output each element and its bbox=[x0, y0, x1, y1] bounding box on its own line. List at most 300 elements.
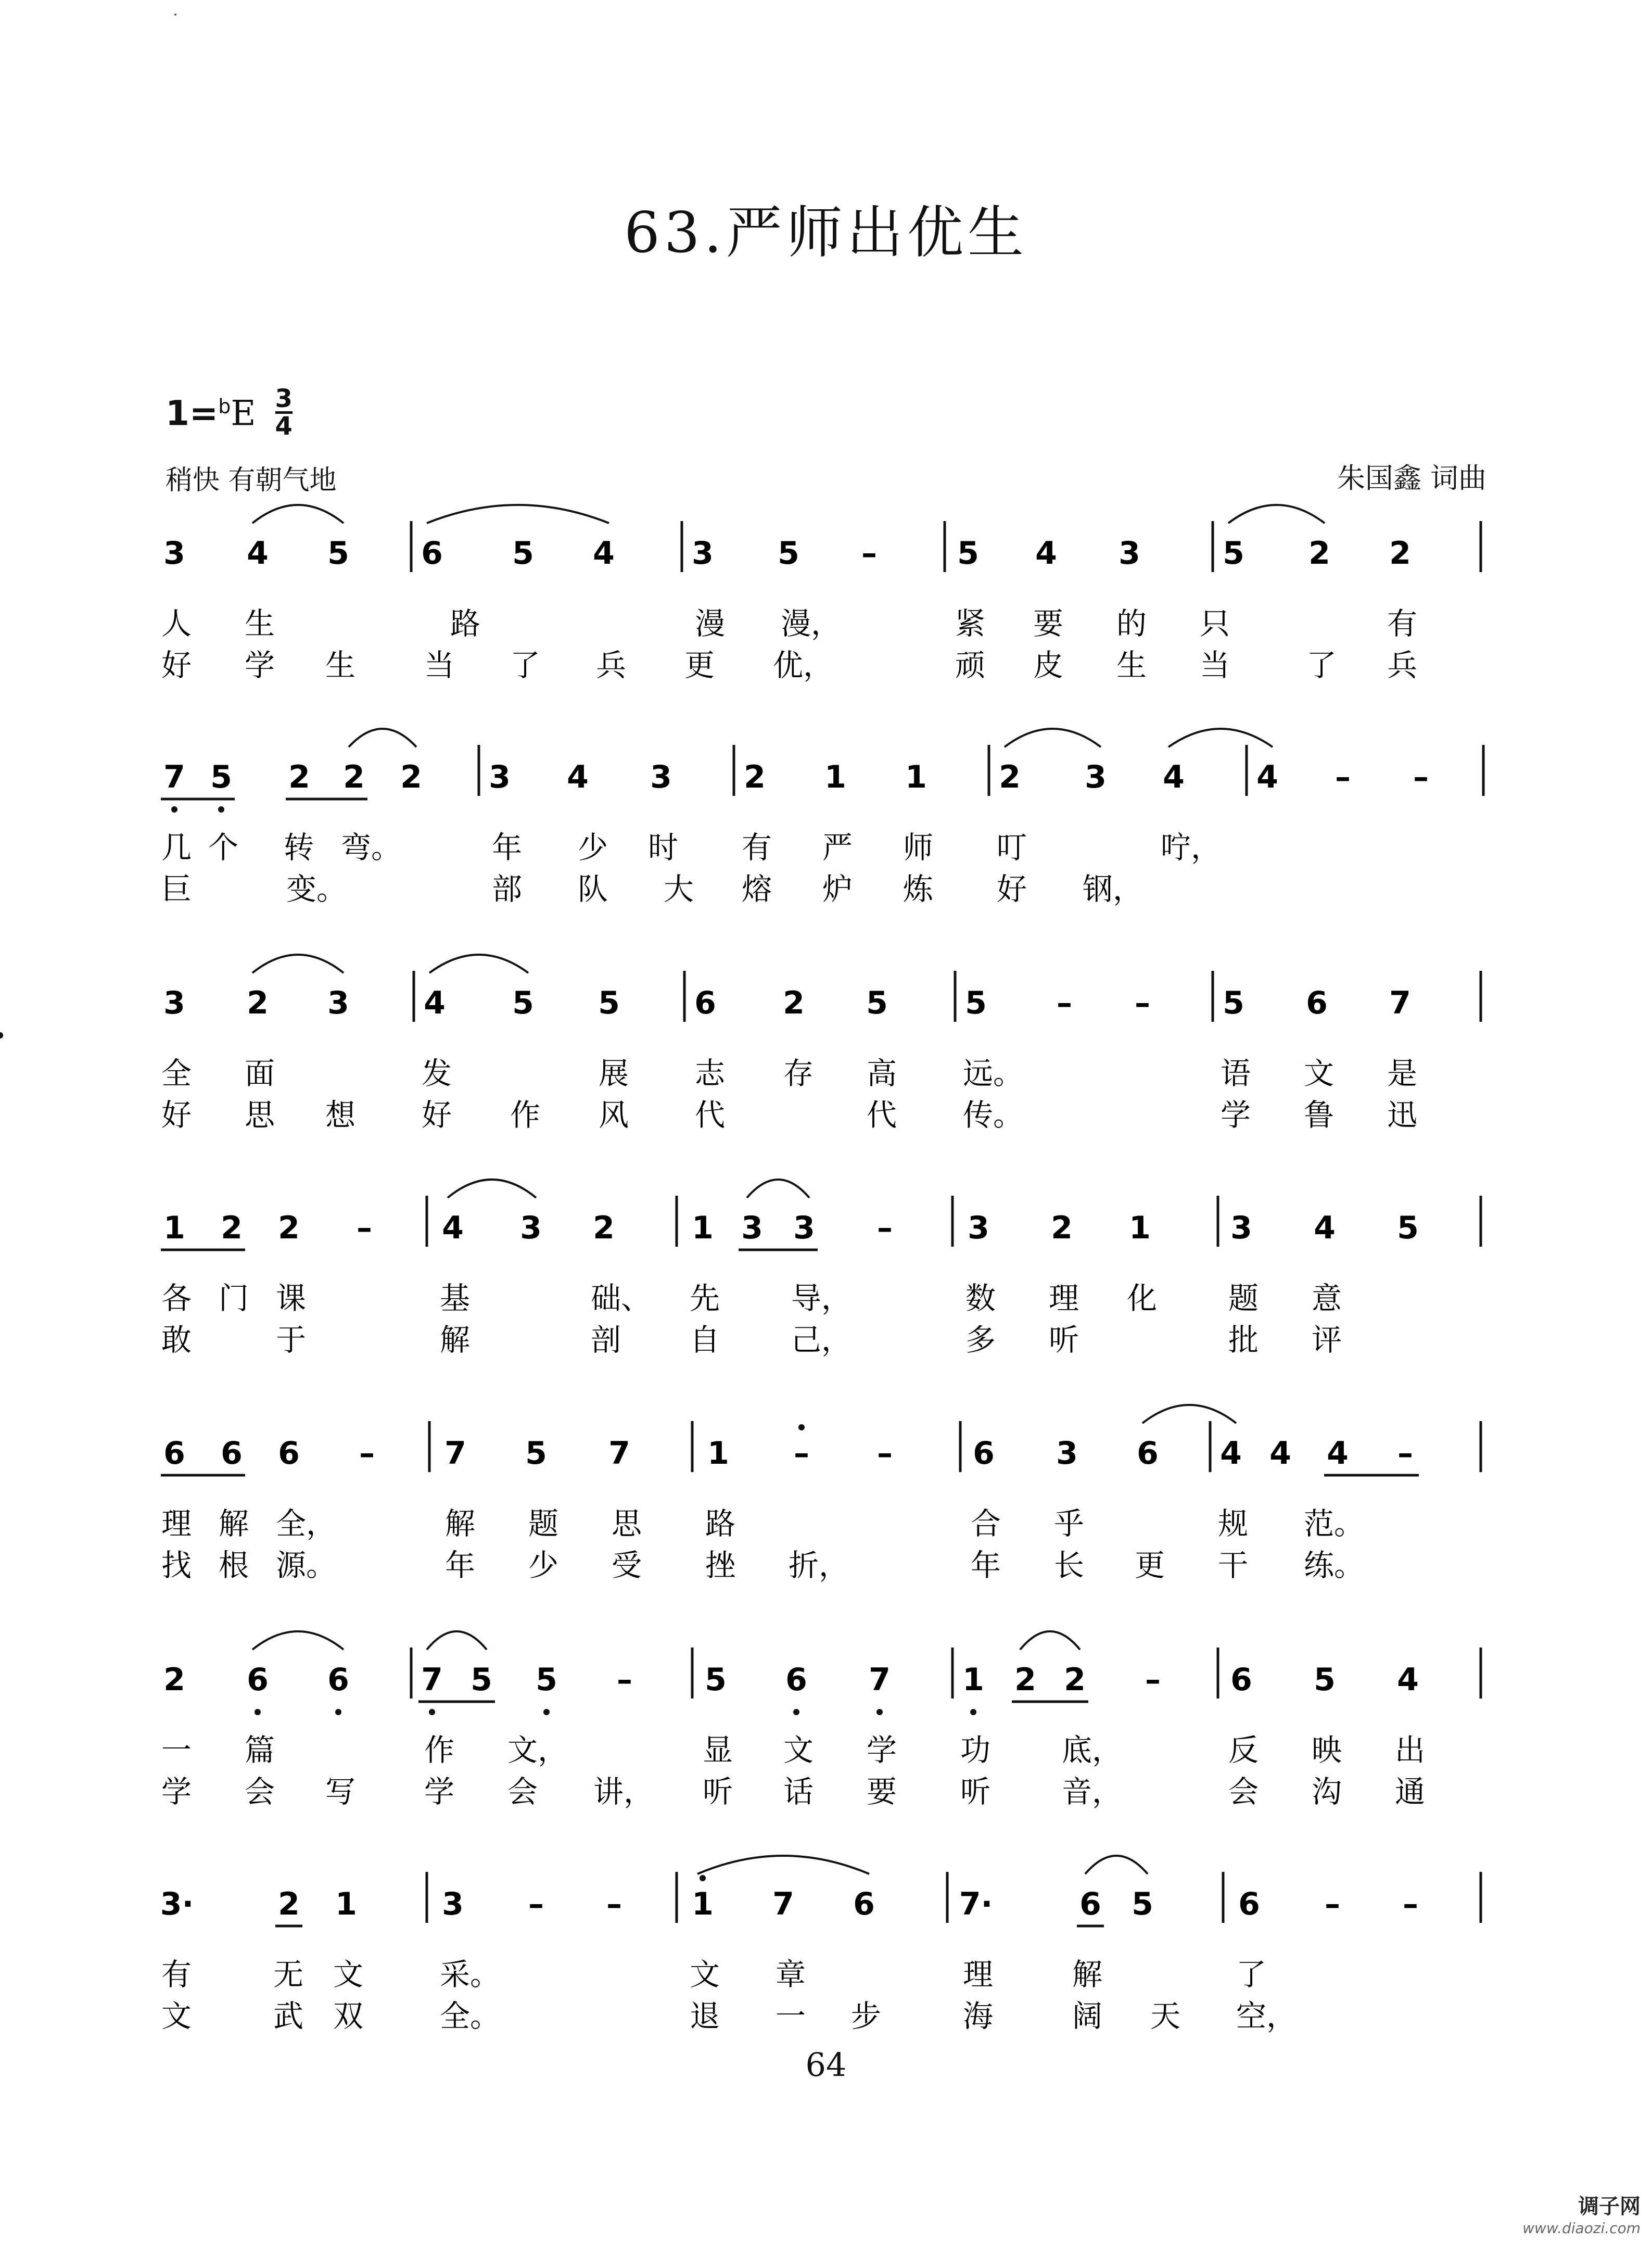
lyric-verse2: 学 bbox=[245, 648, 275, 683]
note-dash: – bbox=[1335, 759, 1351, 795]
lyric-verse2: 会 bbox=[507, 1774, 538, 1809]
slur bbox=[429, 955, 528, 973]
lyric-verse1: 作 bbox=[424, 1732, 455, 1768]
note-digit: 3 bbox=[1230, 1210, 1252, 1246]
lyric-verse2: 评 bbox=[1312, 1322, 1342, 1358]
note-dash: – bbox=[877, 1435, 893, 1472]
page-number: 64 bbox=[805, 2046, 847, 2084]
note-digit: 3 bbox=[741, 1210, 763, 1246]
note-digit: 5 bbox=[525, 1435, 547, 1472]
lyric-verse1: 规 bbox=[1218, 1506, 1249, 1541]
lyric-verse2: 部 bbox=[492, 871, 523, 907]
watermark-url: www.diaozi.com bbox=[1522, 2220, 1641, 2237]
note-digit: 5 bbox=[1223, 985, 1244, 1021]
lyric-verse1: 文 bbox=[690, 1957, 720, 1992]
lyric-verse2: 批 bbox=[1228, 1322, 1259, 1358]
watermark-name: 调子网 bbox=[1578, 2195, 1641, 2219]
note-digit: 3 bbox=[1085, 759, 1107, 795]
lyric-verse1: 只 bbox=[1200, 606, 1230, 641]
note-dash: – bbox=[1135, 985, 1150, 1021]
note-digit: 5 bbox=[866, 985, 888, 1021]
octave-dot-below bbox=[171, 806, 177, 813]
lyric-verse1: 学 bbox=[867, 1732, 897, 1768]
watermark bbox=[1518, 2188, 1645, 2239]
lyric-verse2: 思 bbox=[245, 1097, 275, 1133]
note-digit: 2 bbox=[783, 985, 805, 1021]
lyric-verse2: 阔 bbox=[1072, 1998, 1103, 2034]
lyric-verse1: 发 bbox=[422, 1056, 452, 1091]
lyric-verse1: 少 bbox=[578, 830, 608, 865]
lyric-verse1: 严 bbox=[822, 830, 853, 865]
note-digit: 5 bbox=[598, 985, 620, 1021]
lyric-verse2: 写 bbox=[325, 1774, 356, 1809]
lyric-verse1: 础、 bbox=[591, 1281, 652, 1316]
slur bbox=[1228, 505, 1325, 523]
lyric-verse1: 题 bbox=[528, 1506, 559, 1541]
lyric-verse2: 音， bbox=[1062, 1774, 1123, 1809]
note-digit: 4 bbox=[1397, 1662, 1419, 1698]
lyric-verse2: 一 bbox=[776, 1998, 806, 2034]
note-digit: 5 bbox=[512, 985, 534, 1021]
lyric-verse1: 时 bbox=[648, 830, 679, 865]
note-digit: 2 bbox=[1389, 535, 1411, 572]
lyric-verse2: 源。 bbox=[276, 1548, 337, 1583]
note-digit: 3 bbox=[163, 535, 185, 572]
lyric-verse2: 熔 bbox=[742, 871, 772, 907]
lyric-verse2: 年 bbox=[971, 1548, 1001, 1583]
slur bbox=[448, 1180, 536, 1198]
note-digit: 6 bbox=[694, 985, 716, 1021]
note-digit: 6 bbox=[1238, 1886, 1260, 1922]
lyric-verse1: 无 bbox=[273, 1957, 304, 1992]
note-digit: 7 bbox=[1389, 985, 1411, 1021]
lyric-verse2: 好 bbox=[161, 648, 192, 683]
lyric-verse2: 话 bbox=[783, 1774, 814, 1809]
note-digit: 6 bbox=[163, 1435, 185, 1472]
note-digit: 5 bbox=[965, 985, 987, 1021]
lyric-verse2: 钢， bbox=[1083, 871, 1143, 907]
lyric-verse1: 课 bbox=[276, 1281, 307, 1316]
note-digit: 4 bbox=[424, 985, 446, 1021]
lyric-verse2: 优， bbox=[773, 648, 834, 683]
lyric-verse1: 先 bbox=[690, 1281, 720, 1316]
lyric-verse2: 空， bbox=[1236, 1998, 1297, 2034]
note-dash: – bbox=[617, 1662, 632, 1698]
lyric-verse2: 当 bbox=[1200, 648, 1230, 683]
note-digit: 2 bbox=[221, 1210, 243, 1246]
lyric-verse2: 敢 bbox=[161, 1322, 192, 1358]
lyric-verse1: 漫， bbox=[781, 606, 842, 641]
note-dash: – bbox=[357, 1210, 372, 1246]
note-digit: 4 bbox=[1256, 759, 1278, 795]
lyric-verse2: 双 bbox=[333, 1998, 364, 2034]
note-digit: 1 bbox=[905, 759, 927, 795]
note-digit: 6 bbox=[327, 1662, 349, 1698]
lyric-verse1: 弯。 bbox=[341, 830, 402, 865]
note-digit: 2 bbox=[744, 759, 766, 795]
note-dash: – bbox=[359, 1435, 375, 1472]
lyric-verse2: 少 bbox=[528, 1548, 559, 1583]
lyric-verse2: 讲， bbox=[593, 1774, 654, 1809]
lyric-verse2: 更 bbox=[1135, 1548, 1165, 1583]
lyric-verse1: 存 bbox=[783, 1056, 814, 1091]
note-digit: 5 bbox=[536, 1662, 557, 1698]
note-digit: 3 bbox=[442, 1886, 464, 1922]
lyric-verse2: 于 bbox=[276, 1322, 307, 1358]
lyric-verse2: 更 bbox=[684, 648, 715, 683]
note-digit: 1 bbox=[335, 1886, 357, 1922]
lyric-verse1: 采。 bbox=[440, 1957, 501, 1992]
note-digit: 3 bbox=[489, 759, 511, 795]
lyric-verse2: 好 bbox=[422, 1097, 452, 1133]
lyric-verse1: 解 bbox=[445, 1506, 476, 1541]
note-dash: – bbox=[606, 1886, 622, 1922]
lyric-verse1: 解 bbox=[1072, 1957, 1103, 1992]
lyric-verse1: 文 bbox=[333, 1957, 364, 1992]
note-digit: 5 bbox=[957, 535, 979, 572]
lyric-verse1: 有 bbox=[1387, 606, 1418, 641]
lyric-verse2: 要 bbox=[867, 1774, 897, 1809]
note-digit: 5 bbox=[1314, 1662, 1336, 1698]
note-dash: – bbox=[794, 1435, 809, 1472]
note-digit: 6 bbox=[1079, 1886, 1101, 1922]
slur bbox=[697, 1856, 869, 1874]
note-digit: 6 bbox=[278, 1435, 300, 1472]
note-digit: 2 bbox=[278, 1886, 300, 1922]
lyric-verse2: 沟 bbox=[1312, 1774, 1342, 1809]
note-digit: 3 bbox=[1056, 1435, 1078, 1472]
note-digit: 7 bbox=[444, 1435, 466, 1472]
note-digit: 5 bbox=[471, 1662, 492, 1698]
lyric-verse1: 有 bbox=[161, 1957, 192, 1992]
lyric-verse2: 了 bbox=[510, 648, 541, 683]
lyric-verse1: 导， bbox=[791, 1281, 852, 1316]
note-digit: 5 bbox=[327, 535, 349, 572]
lyric-verse1: 志 bbox=[695, 1056, 726, 1091]
lyric-verse2: 步 bbox=[851, 1998, 882, 2034]
lyric-verse2: 想 bbox=[325, 1097, 356, 1133]
lyric-verse1: 各 bbox=[161, 1281, 192, 1316]
octave-dot-below bbox=[255, 1709, 261, 1715]
lyric-verse1: 理 bbox=[1049, 1281, 1079, 1316]
lyric-verse1: 出 bbox=[1395, 1732, 1426, 1768]
lyric-verse2: 听 bbox=[960, 1774, 991, 1809]
note-digit: 5 bbox=[778, 535, 799, 572]
lyric-verse2: 解 bbox=[440, 1322, 471, 1358]
lyric-verse2: 传。 bbox=[963, 1097, 1024, 1133]
lyric-verse2: 作 bbox=[510, 1097, 541, 1133]
lyric-verse2: 迅 bbox=[1387, 1097, 1418, 1133]
octave-dot-above bbox=[798, 1424, 805, 1430]
lyric-verse2: 顽 bbox=[955, 648, 986, 683]
note-dash: – bbox=[1145, 1662, 1161, 1698]
note-digit: 1 bbox=[707, 1435, 729, 1472]
slur bbox=[427, 505, 609, 523]
slur bbox=[349, 729, 416, 747]
lyric-verse2: 年 bbox=[445, 1548, 476, 1583]
note-digit: 4 bbox=[442, 1210, 464, 1246]
note-digit: 1 bbox=[1129, 1210, 1151, 1246]
note-digit: 4 bbox=[1163, 759, 1185, 795]
lyric-verse1: 转 bbox=[284, 830, 314, 865]
note-digit: 6 bbox=[421, 535, 443, 572]
slur bbox=[1085, 1856, 1148, 1874]
lyric-verse1: 路 bbox=[450, 606, 481, 641]
lyric-verse2: 队 bbox=[578, 871, 608, 907]
time-bottom: 4 bbox=[275, 412, 293, 441]
note-digit: 4 bbox=[1327, 1435, 1349, 1472]
lyric-verse2: 大 bbox=[664, 871, 694, 907]
octave-dot-below bbox=[793, 1709, 799, 1715]
slur bbox=[1168, 729, 1273, 747]
lyric-verse2: 己， bbox=[791, 1322, 852, 1358]
note-digit: 2 bbox=[400, 759, 422, 795]
lyric-verse2: 兵 bbox=[596, 648, 627, 683]
note-digit: 6 bbox=[853, 1886, 875, 1922]
note-digit: 3 bbox=[327, 985, 349, 1021]
note-dash: – bbox=[1397, 1435, 1413, 1472]
lyric-verse2: 兵 bbox=[1387, 648, 1418, 683]
note-digit: 5 bbox=[210, 759, 232, 795]
lyric-verse1: 理 bbox=[161, 1506, 192, 1541]
note-digit: 4 bbox=[593, 535, 615, 572]
lyric-verse1: 是 bbox=[1387, 1056, 1418, 1091]
note-digit: 7· bbox=[959, 1886, 993, 1922]
lyric-verse1: 文 bbox=[783, 1732, 814, 1768]
tempo-marking: 稍快 有朝气地 bbox=[166, 465, 337, 496]
lyric-verse2: 了 bbox=[1306, 648, 1337, 683]
lyric-verse1: 师 bbox=[903, 830, 934, 865]
lyric-verse2: 折， bbox=[789, 1548, 849, 1583]
lyric-verse1: 题 bbox=[1228, 1281, 1259, 1316]
note-digit: 3 bbox=[968, 1210, 989, 1246]
lyric-verse1: 路 bbox=[705, 1506, 736, 1541]
note-dash: – bbox=[877, 1210, 893, 1246]
note-digit: 1 bbox=[692, 1210, 714, 1246]
lyric-verse1: 面 bbox=[245, 1056, 275, 1091]
note-digit: 1 bbox=[962, 1662, 984, 1698]
note-digit: 3 bbox=[520, 1210, 542, 1246]
lyric-verse1: 功 bbox=[960, 1732, 991, 1768]
lyric-verse2: 退 bbox=[690, 1998, 720, 2034]
lyric-verse2: 好 bbox=[161, 1097, 192, 1133]
note-digit: 5 bbox=[1223, 535, 1244, 572]
note-digit: 3 bbox=[1119, 535, 1140, 572]
lyric-verse2: 听 bbox=[703, 1774, 733, 1809]
note-digit: 5 bbox=[512, 535, 534, 572]
note-digit: 6 bbox=[221, 1435, 243, 1472]
lyric-verse2: 代 bbox=[695, 1097, 726, 1133]
lyric-verse1: 显 bbox=[703, 1732, 733, 1768]
lyric-verse1: 了 bbox=[1236, 1957, 1267, 1992]
lyric-verse1: 有 bbox=[742, 830, 772, 865]
lyric-verse2: 海 bbox=[963, 1998, 994, 2034]
octave-dot-below bbox=[335, 1709, 341, 1715]
lyric-verse1: 几 bbox=[161, 830, 192, 865]
octave-dot-below bbox=[876, 1709, 883, 1715]
slur bbox=[252, 955, 344, 973]
lyric-verse2: 剖 bbox=[591, 1322, 621, 1358]
note-digit: 3 bbox=[163, 985, 185, 1021]
lyric-verse1: 叮 bbox=[997, 830, 1027, 865]
lyric-verse2: 皮 bbox=[1033, 648, 1064, 683]
note-digit: 5 bbox=[1132, 1886, 1153, 1922]
lyric-verse2: 炼 bbox=[903, 871, 934, 907]
lyric-verse2: 练。 bbox=[1304, 1548, 1365, 1583]
note-digit: 2 bbox=[1051, 1210, 1073, 1246]
note-digit: 6 bbox=[1137, 1435, 1159, 1472]
lyric-verse1: 要 bbox=[1033, 606, 1064, 641]
note-digit: 3· bbox=[160, 1886, 194, 1922]
lyric-verse2: 鲁 bbox=[1304, 1097, 1335, 1133]
lyric-verse1: 门 bbox=[219, 1281, 249, 1316]
lyric-verse1: 漫 bbox=[695, 606, 726, 641]
note-digit: 3 bbox=[650, 759, 672, 795]
lyric-verse1: 一 bbox=[161, 1732, 192, 1768]
lyric-verse2: 学 bbox=[1221, 1097, 1251, 1133]
time-top: 3 bbox=[275, 384, 293, 413]
lyric-verse1: 数 bbox=[965, 1281, 996, 1316]
note-digit: 1 bbox=[692, 1886, 714, 1922]
lyric-verse1: 的 bbox=[1116, 606, 1147, 641]
note-digit: 7 bbox=[869, 1662, 891, 1698]
note-digit: 2 bbox=[1064, 1662, 1086, 1698]
note-dash: – bbox=[528, 1886, 544, 1922]
lyric-verse2: 炉 bbox=[822, 871, 853, 907]
note-digit: 2 bbox=[1014, 1662, 1036, 1698]
note-digit: 6 bbox=[247, 1662, 269, 1698]
lyric-verse1: 映 bbox=[1312, 1732, 1342, 1768]
lyric-verse1: 高 bbox=[867, 1056, 897, 1091]
note-digit: 7 bbox=[608, 1435, 630, 1472]
note-digit: 2 bbox=[163, 1662, 185, 1698]
slur bbox=[1005, 729, 1101, 747]
lyric-verse2: 干 bbox=[1218, 1548, 1249, 1583]
note-digit: 2 bbox=[593, 1210, 615, 1246]
octave-dot-below bbox=[429, 1709, 435, 1715]
lyric-verse2: 学 bbox=[424, 1774, 455, 1809]
note-digit: 3 bbox=[692, 535, 714, 572]
key-prefix: 1= bbox=[166, 393, 219, 434]
lyric-verse2: 生 bbox=[1116, 648, 1147, 683]
note-digit: 4 bbox=[1220, 1435, 1242, 1472]
lyric-verse2: 风 bbox=[599, 1097, 629, 1133]
note-digit: 2 bbox=[999, 759, 1021, 795]
octave-dot-below bbox=[0, 1032, 3, 1038]
note-digit: 7 bbox=[421, 1662, 443, 1698]
note-digit: 1 bbox=[824, 759, 846, 795]
slur bbox=[747, 1180, 809, 1198]
note-dash: – bbox=[861, 535, 877, 572]
note-digit: 4 bbox=[1269, 1435, 1291, 1472]
lyric-verse2: 代 bbox=[867, 1097, 897, 1133]
note-digit: 4 bbox=[567, 759, 589, 795]
octave-dot-below bbox=[218, 806, 224, 813]
lyric-verse2: 找 bbox=[161, 1548, 192, 1583]
note-digit: 5 bbox=[705, 1662, 727, 1698]
lyric-verse1: 篇 bbox=[245, 1732, 275, 1768]
lyric-verse2: 好 bbox=[997, 871, 1027, 907]
note-dash: – bbox=[1413, 759, 1429, 795]
slur bbox=[1142, 1405, 1236, 1423]
lyric-verse2: 挫 bbox=[705, 1548, 736, 1583]
note-dash: – bbox=[1325, 1886, 1340, 1922]
lyric-verse2: 天 bbox=[1150, 1998, 1181, 2034]
lyric-verse1: 底， bbox=[1062, 1732, 1123, 1768]
note-digit: 1 bbox=[163, 1210, 185, 1246]
lyric-verse1: 紧 bbox=[955, 606, 986, 641]
note-digit: 4 bbox=[1035, 535, 1057, 572]
note-dash: – bbox=[1403, 1886, 1418, 1922]
lyric-verse1: 个 bbox=[208, 830, 239, 865]
slur bbox=[427, 1631, 487, 1650]
note-digit: 6 bbox=[1230, 1662, 1252, 1698]
lyric-verse2: 文 bbox=[161, 1998, 192, 2034]
lyric-verse1: 人 bbox=[161, 606, 192, 641]
lyric-verse2: 长 bbox=[1054, 1548, 1085, 1583]
lyric-verse1: 全， bbox=[276, 1506, 337, 1541]
lyric-verse1: 合 bbox=[971, 1506, 1001, 1541]
lyric-verse1: 文， bbox=[507, 1732, 568, 1768]
lyric-verse1: 咛， bbox=[1161, 830, 1222, 865]
slur bbox=[1020, 1631, 1080, 1650]
note-digit: 2 bbox=[288, 759, 310, 795]
slur bbox=[252, 1631, 344, 1650]
key-note: E bbox=[231, 393, 256, 434]
lyric-verse2: 受 bbox=[612, 1548, 642, 1583]
octave-dot-above bbox=[700, 1875, 706, 1881]
note-digit: 6 bbox=[785, 1662, 807, 1698]
note-digit: 7 bbox=[163, 759, 185, 795]
lyric-verse1: 文 bbox=[1304, 1056, 1335, 1091]
lyric-verse2: 多 bbox=[965, 1322, 996, 1358]
lyric-verse1: 语 bbox=[1221, 1056, 1251, 1091]
lyric-verse1: 展 bbox=[599, 1056, 629, 1091]
note-digit: 5 bbox=[1397, 1210, 1419, 1246]
song-title: 63.严师出优生 bbox=[624, 200, 1028, 265]
lyric-verse2: 变。 bbox=[286, 871, 347, 907]
lyric-verse2: 会 bbox=[245, 1774, 275, 1809]
note-dash: – bbox=[1057, 985, 1072, 1021]
note-digit: 7 bbox=[772, 1886, 794, 1922]
octave-dot-below bbox=[970, 1709, 976, 1715]
lyric-verse2: 全。 bbox=[440, 1998, 501, 2034]
composer-credit: 朱国鑫 词曲 bbox=[1337, 462, 1486, 495]
lyric-verse1: 章 bbox=[776, 1957, 806, 1992]
octave-dot-below bbox=[543, 1709, 550, 1715]
lyric-verse2: 武 bbox=[273, 1998, 304, 2034]
lyric-verse2: 听 bbox=[1049, 1322, 1079, 1358]
note-digit: 2 bbox=[247, 985, 269, 1021]
lyric-verse1: 生 bbox=[245, 606, 275, 641]
note-digit: 6 bbox=[1306, 985, 1328, 1021]
note-digit: 6 bbox=[973, 1435, 995, 1472]
lyric-verse2: 生 bbox=[325, 648, 356, 683]
lyric-verse2: 通 bbox=[1395, 1774, 1426, 1809]
lyric-verse1: 解 bbox=[219, 1506, 249, 1541]
lyric-verse2: 学 bbox=[161, 1774, 192, 1809]
lyric-verse1: 意 bbox=[1312, 1281, 1342, 1316]
lyric-verse1: 范。 bbox=[1304, 1506, 1365, 1541]
flat-sign: b bbox=[218, 395, 231, 418]
lyric-verse1: 年 bbox=[492, 830, 523, 865]
lyric-verse2: 当 bbox=[424, 648, 455, 683]
lyric-verse1: 反 bbox=[1228, 1732, 1259, 1768]
lyric-verse2: 自 bbox=[690, 1322, 720, 1358]
note-digit: 2 bbox=[278, 1210, 300, 1246]
slur bbox=[252, 505, 344, 523]
lyric-verse2: 根 bbox=[219, 1548, 249, 1583]
